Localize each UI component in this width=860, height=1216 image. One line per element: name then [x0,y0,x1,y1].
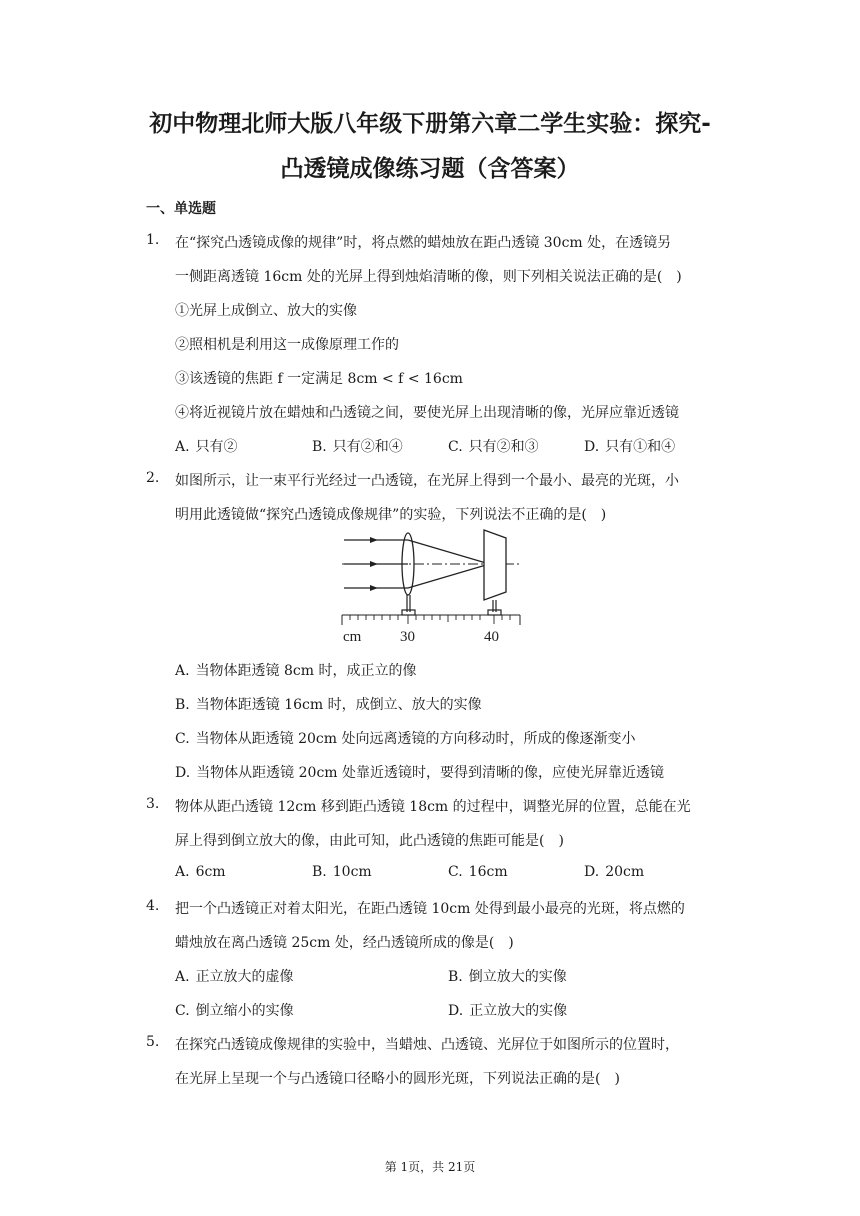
option-label: A. [175,439,190,455]
option-label: A. [175,663,190,679]
option-text: 10cm [332,864,372,880]
option-text: 20cm [605,864,645,880]
option-c [448,436,539,456]
page-title-line-2: 凸透镜成像练习题（含答案） [280,156,580,182]
question-text: 在光屏上呈现一个与凸透镜口径略小的圆形光斑，下列说法正确的是( ) [175,1071,620,1087]
question-text: 物体从距凸透镜 12cm 移到距凸透镜 18cm 的过程中，调整光屏的位置，总能在光 [175,799,691,815]
option-label: C. [175,731,190,747]
option-c [175,728,636,748]
option-label: D. [448,1003,464,1019]
question-text: 把一个凸透镜正对着太阳光，在距凸透镜 10cm 处得到最小最亮的光斑，将点燃的 [175,901,685,917]
option-b [312,864,372,880]
page-title-line-1: 初中物理北师大版八年级下册第六章二学生实验：探究- [149,111,711,137]
convex-lens-figure [340,526,522,646]
statement-item: ③该透镜的焦距 f 一定满足 8cm < f < 16cm [175,371,463,387]
question-number: 4. [146,898,160,914]
option-label: A. [175,969,190,985]
option-c [448,864,508,880]
option-label: D. [175,765,191,781]
page-footer: 第 1页，共 21页 [384,1160,476,1174]
question-text: 屏上得到倒立放大的像，由此可知，此凸透镜的焦距可能是( ) [175,833,564,849]
ruler-unit-label: cm [343,629,362,645]
option-label: B. [175,697,190,713]
option-a [175,966,294,986]
question-number: 3. [146,796,160,812]
statement-item: ①光屏上成倒立、放大的实像 [175,303,357,319]
question-text: 在探究凸透镜成像规律的实验中，当蜡烛、凸透镜、光屏位于如图所示的位置时， [175,1037,679,1053]
option-c [175,1000,294,1020]
option-a [175,436,238,456]
option-b [448,966,567,986]
option-label: C. [448,864,463,880]
option-d [584,864,644,880]
question-text: 蜡烛放在离凸透镜 25cm 处，经凸透镜所成的像是( ) [175,935,514,951]
option-text: 正立放大的虚像 [195,969,294,985]
option-text: 只有②和④ [332,439,403,455]
option-text: 当物体距透镜 8cm 时，成正立的像 [195,663,417,679]
option-label: C. [175,1003,190,1019]
option-a [175,864,226,880]
option-label: A. [175,864,190,880]
option-text: 正立放大的实像 [469,1003,568,1019]
option-label: B. [312,864,327,880]
option-text: 只有② [195,439,238,455]
option-text: 只有①和④ [605,439,676,455]
question-number: 1. [146,232,160,248]
question-text: 一侧距离透镜 16cm 处的光屏上得到烛焰清晰的像，则下列相关说法正确的是( ) [175,269,682,285]
option-text: 当物体从距透镜 20cm 处靠近透镜时，要得到清晰的像，应使光屏靠近透镜 [196,765,665,781]
option-b [175,694,482,714]
option-text: 16cm [468,864,508,880]
question-number: 2. [146,470,160,486]
option-text: 6cm [195,864,226,880]
question-number: 5. [146,1034,160,1050]
option-label: D. [584,439,600,455]
statement-item: ②照相机是利用这一成像原理工作的 [175,337,399,353]
option-d [448,1000,567,1020]
option-b [312,436,403,456]
option-text: 只有②和③ [468,439,539,455]
option-text: 倒立放大的实像 [468,969,567,985]
option-label: D. [584,864,600,880]
question-text: 在“探究凸透镜成像的规律”时，将点燃的蜡烛放在距凸透镜 30cm 处，在透镜另 [175,235,672,251]
option-text: 倒立缩小的实像 [195,1003,294,1019]
section-heading: 一、单选题 [146,201,216,217]
ruler-tick-40: 40 [484,629,499,645]
statement-item: ④将近视镜片放在蜡烛和凸透镜之间，要使光屏上出现清晰的像，光屏应靠近透镜 [175,405,679,421]
option-text: 当物体距透镜 16cm 时，成倒立、放大的实像 [195,697,482,713]
option-text: 当物体从距透镜 20cm 处向远离透镜的方向移动时，所成的像逐渐变小 [195,731,636,747]
option-label: C. [448,439,463,455]
option-d [175,762,664,782]
option-d [584,436,675,456]
option-a [175,660,417,680]
question-text: 明用此透镜做“探究凸透镜成像规律”的实验，下列说法不正确的是( ) [175,507,607,523]
ruler-tick-30: 30 [400,629,415,645]
option-label: B. [312,439,327,455]
option-label: B. [448,969,463,985]
question-text: 如图所示，让一束平行光经过一凸透镜，在光屏上得到一个最小、最亮的光斑，小 [175,473,679,489]
